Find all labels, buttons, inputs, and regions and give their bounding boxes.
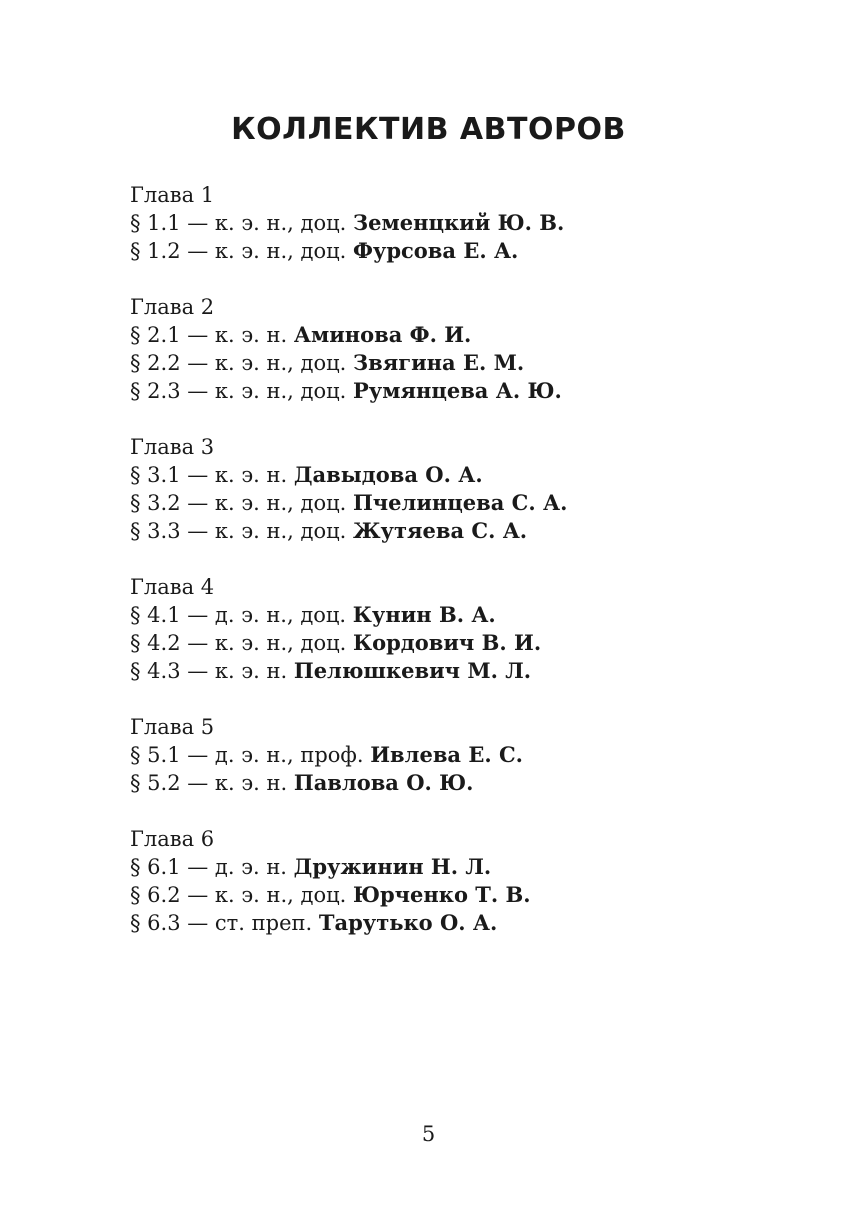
section-line xyxy=(130,909,770,937)
section-line xyxy=(130,321,770,349)
section-line xyxy=(130,769,770,797)
section-prefix: § 2.2 — к. э. н., доц. xyxy=(130,351,353,375)
author-name: Фурсова Е. А. xyxy=(352,238,519,263)
section-line xyxy=(130,657,770,685)
chapter-5 xyxy=(130,713,770,797)
section-prefix: § 3.2 — к. э. н., доц. xyxy=(130,491,353,515)
chapter-2 xyxy=(130,293,770,405)
section-line xyxy=(130,517,770,545)
chapter-title: Глава 4 xyxy=(130,575,215,599)
section-line xyxy=(130,629,770,657)
author-name: Юрченко Т. В. xyxy=(352,882,531,907)
section-prefix: § 3.3 — к. э. н., доц. xyxy=(130,519,353,543)
chapter-title: Глава 5 xyxy=(130,715,215,739)
section-line xyxy=(130,601,770,629)
section-prefix: § 5.1 — д. э. н., проф. xyxy=(130,743,371,767)
section-prefix: § 1.1 — к. э. н., доц. xyxy=(130,211,353,235)
author-name: Земенцкий Ю. В. xyxy=(352,210,565,235)
chapter-title: Глава 6 xyxy=(130,827,215,851)
section-prefix: § 6.1 — д. э. н. xyxy=(130,855,294,879)
author-name: Дружинин Н. Л. xyxy=(293,854,492,879)
section-line xyxy=(130,377,770,405)
author-name: Павлова О. Ю. xyxy=(293,770,474,795)
section-line xyxy=(130,349,770,377)
section-prefix: § 2.1 — к. э. н. xyxy=(130,323,294,347)
author-name: Пелюшкевич М. Л. xyxy=(293,658,532,683)
author-name: Тарутько О. А. xyxy=(318,910,498,935)
chapter-title: Глава 1 xyxy=(130,183,215,207)
section-line xyxy=(130,489,770,517)
author-name: Звягина Е. М. xyxy=(352,350,525,375)
section-prefix: § 4.1 — д. э. н., доц. xyxy=(130,603,353,627)
section-prefix: § 6.2 — к. э. н., доц. xyxy=(130,883,353,907)
section-line xyxy=(130,461,770,489)
section-line xyxy=(130,881,770,909)
section-prefix: § 2.3 — к. э. н., доц. xyxy=(130,379,353,403)
chapter-1 xyxy=(130,181,770,265)
author-name: Жутяева С. А. xyxy=(352,518,528,543)
chapter-4 xyxy=(130,573,770,685)
author-name: Аминова Ф. И. xyxy=(293,322,472,347)
page-number: 5 xyxy=(421,1122,436,1146)
section-prefix: § 6.3 — ст. преп. xyxy=(130,911,319,935)
section-prefix: § 3.1 — к. э. н. xyxy=(130,463,294,487)
section-line xyxy=(130,237,770,265)
author-name: Кунин В. А. xyxy=(352,602,496,627)
chapter-3 xyxy=(130,433,770,545)
section-prefix: § 5.2 — к. э. н. xyxy=(130,771,294,795)
author-name: Кордович В. И. xyxy=(352,630,542,655)
chapter-6 xyxy=(130,825,770,937)
section-line xyxy=(130,209,770,237)
chapter-title: Глава 3 xyxy=(130,435,215,459)
page-title: КОЛЛЕКТИВ АВТОРОВ xyxy=(231,112,626,147)
author-name: Пчелинцева С. А. xyxy=(352,490,568,515)
authors-list xyxy=(130,181,770,965)
section-line xyxy=(130,741,770,769)
author-name: Румянцева А. Ю. xyxy=(352,378,562,403)
chapter-title: Глава 2 xyxy=(130,295,215,319)
section-prefix: § 4.3 — к. э. н. xyxy=(130,659,294,683)
author-name: Давыдова О. А. xyxy=(293,462,483,487)
author-name: Ивлева Е. С. xyxy=(370,742,523,767)
section-line xyxy=(130,853,770,881)
section-prefix: § 4.2 — к. э. н., доц. xyxy=(130,631,353,655)
section-prefix: § 1.2 — к. э. н., доц. xyxy=(130,239,353,263)
